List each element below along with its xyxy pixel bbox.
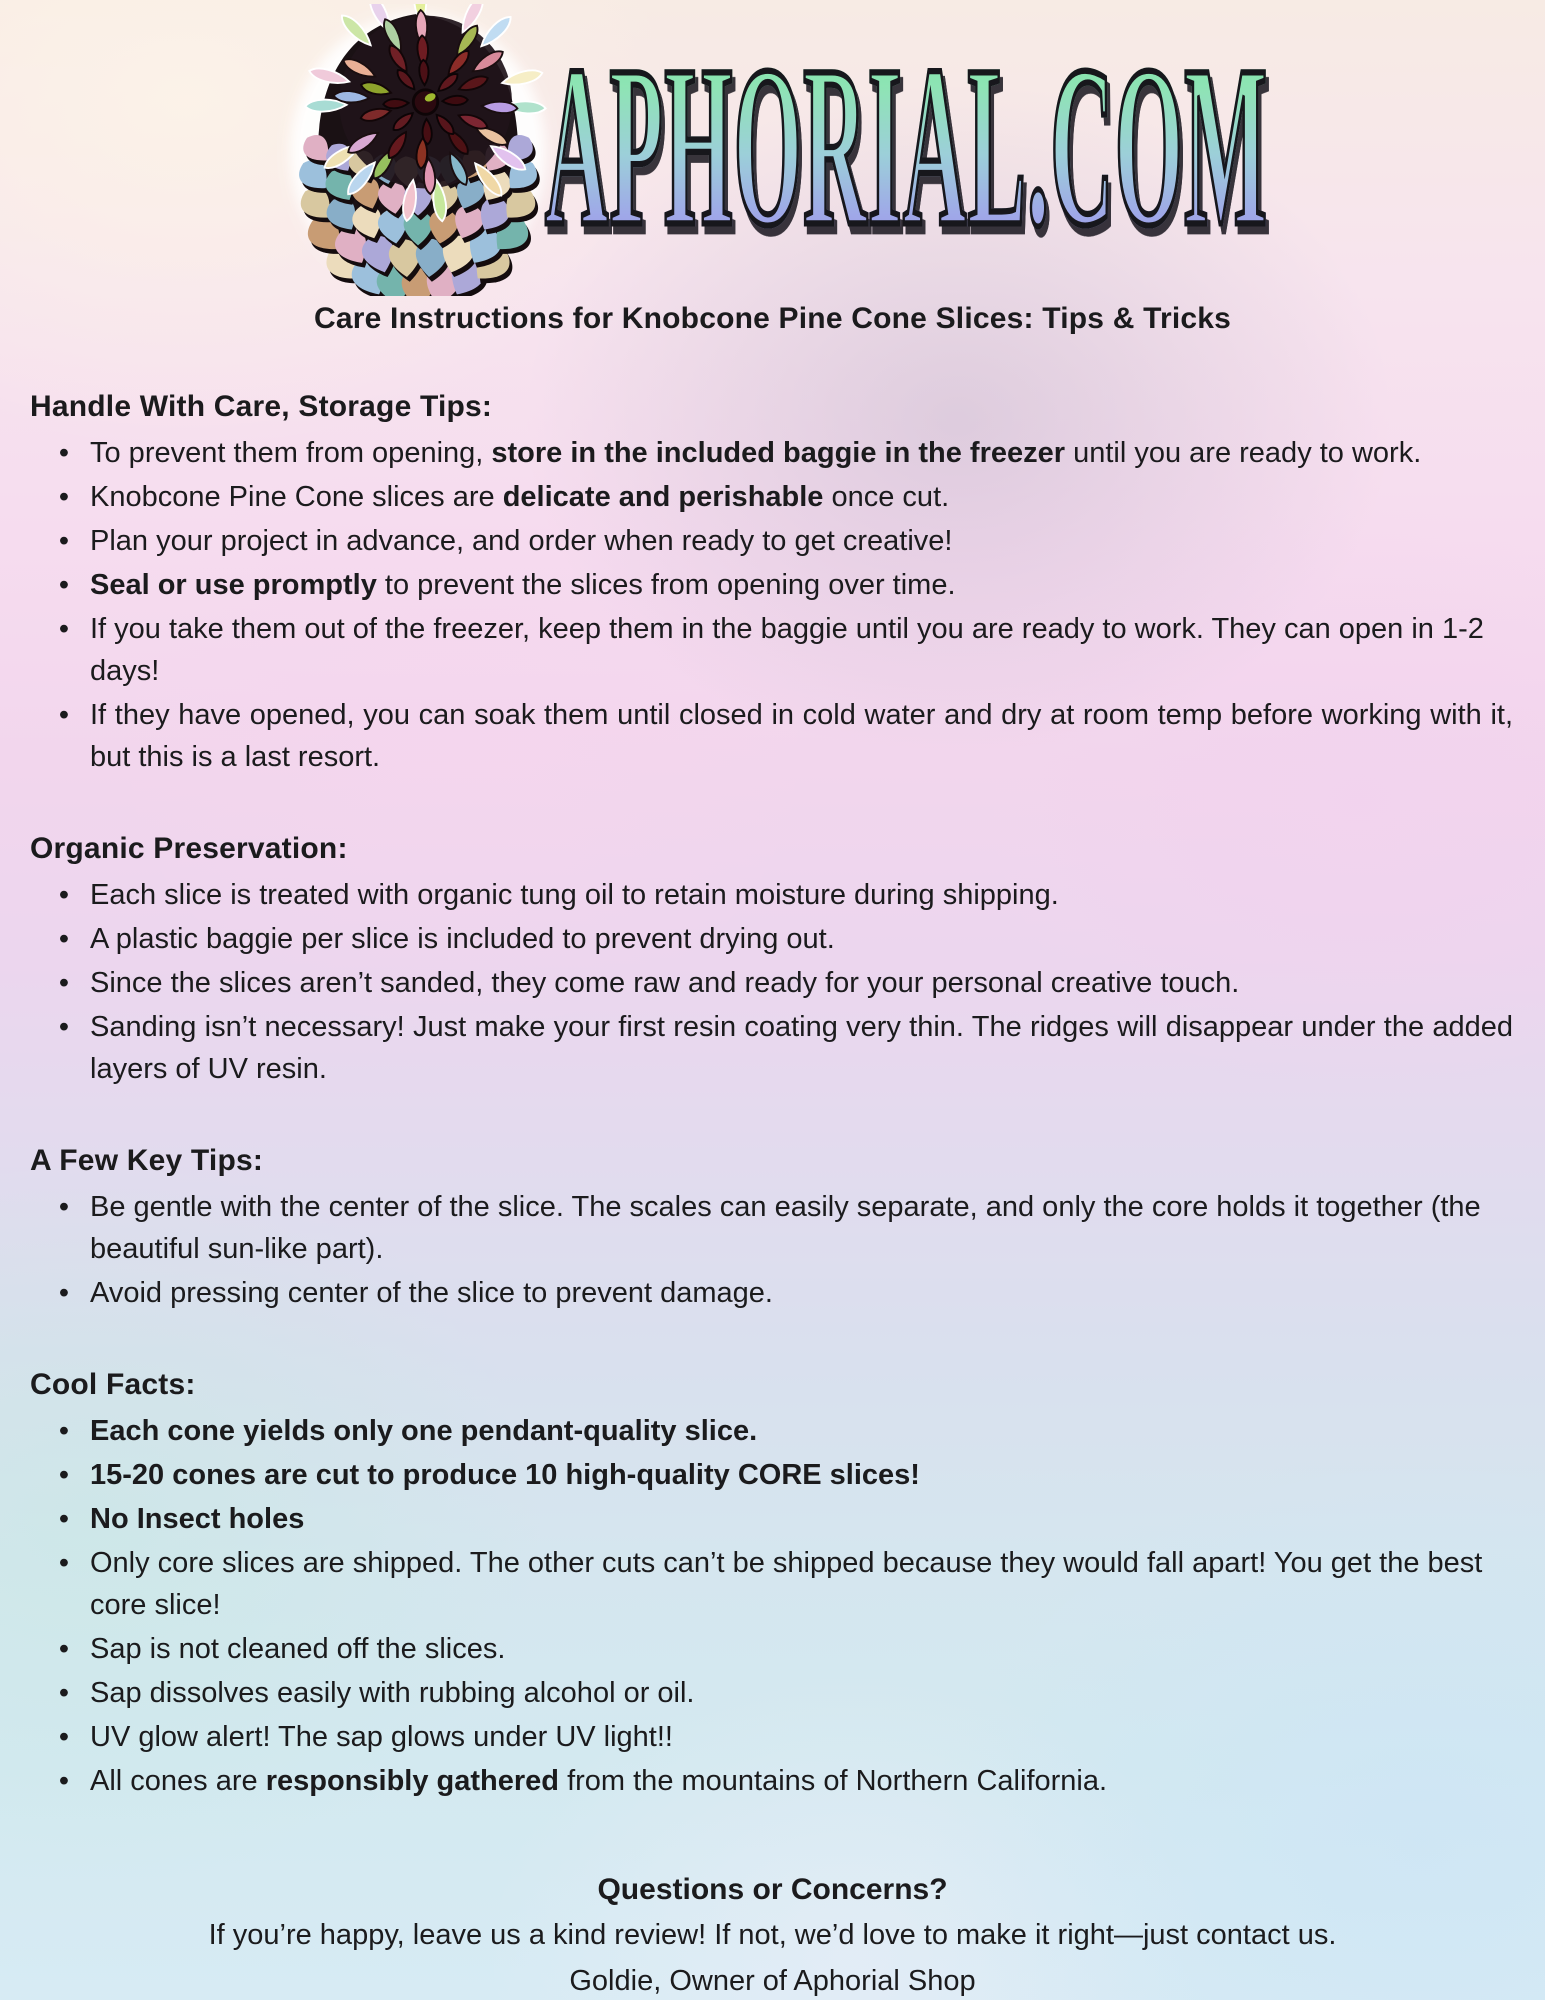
section-heading: Organic Preservation:	[30, 832, 348, 865]
bullet-text: Knobcone Pine Cone slices are delicate and perishable once cut.	[90, 481, 950, 513]
bullet-item	[30, 1006, 1513, 1090]
bullet-item	[30, 918, 1513, 960]
bullet-item	[30, 432, 1513, 474]
bullet-text: Each slice is treated with organic tung oil to retain moisture during shipping.	[90, 879, 1059, 911]
footer	[0, 1868, 1545, 2000]
bullet-icon: •	[58, 525, 70, 557]
bullet-item	[30, 694, 1513, 778]
bullet-item	[30, 520, 1513, 562]
bullet-text: 15-20 cones are cut to produce 10 high-quality CORE slices!	[90, 1459, 920, 1491]
bullet-icon: •	[58, 1677, 70, 1709]
site-name: APHORIAL.COM	[544, 21, 1269, 276]
bullet-text: Be gentle with the center of the slice. The scales can easily separate, and only the core holds it together (the beautiful sun-like part).	[90, 1191, 1481, 1265]
bullet-text: Seal or use promptly to prevent the slices from opening over time.	[90, 569, 956, 601]
bullet-text: If they have opened, you can soak them until closed in cold water and dry at room temp before working with it, but this is a last resort.	[90, 699, 1513, 773]
page-title: Care Instructions for Knobcone Pine Cone Slices: Tips & Tricks	[313, 302, 1232, 335]
bullet-item	[30, 564, 1513, 606]
bullet-icon: •	[58, 569, 70, 601]
bullet-item	[30, 1272, 1513, 1314]
bullet-icon: •	[58, 1721, 70, 1753]
bullet-icon: •	[58, 1765, 70, 1797]
section-heading: Handle With Care, Storage Tips:	[30, 390, 493, 423]
bullet-text: Sap is not cleaned off the slices.	[90, 1633, 506, 1665]
footer-signature: Goldie, Owner of Aphorial Shop	[569, 1965, 976, 1997]
bullet-icon: •	[58, 1277, 70, 1309]
bullet-text: Each cone yields only one pendant-quality slice.	[90, 1415, 758, 1447]
bullet-text: If you take them out of the freezer, keep them in the baggie until you are ready to work. They can open in 1-2 days!	[90, 613, 1484, 687]
bullet-text: Sanding isn’t necessary! Just make your first resin coating very thin. The ridges will disappear under the added layers of UV resin.	[90, 1011, 1513, 1085]
bullet-text: No Insect holes	[90, 1503, 305, 1535]
bullet-item	[30, 962, 1513, 1004]
bullet-icon: •	[58, 1633, 70, 1665]
bullet-item	[30, 874, 1513, 916]
instructions-body	[0, 390, 1545, 1802]
footer-heading: Questions or Concerns?	[597, 1873, 948, 1906]
bullet-text: Sap dissolves easily with rubbing alcohol or oil.	[90, 1677, 695, 1709]
section-heading: A Few Key Tips:	[30, 1144, 264, 1177]
section-heading: Cool Facts:	[30, 1368, 196, 1401]
footer-review-line: If you’re happy, leave us a kind review! If not, we’d love to make it right—just contact us.	[208, 1919, 1337, 1951]
bullet-item	[30, 1672, 1513, 1714]
bullet-item	[30, 1628, 1513, 1670]
bullet-text: All cones are responsibly gathered from the mountains of Northern California.	[90, 1765, 1108, 1797]
bullet-icon: •	[58, 699, 70, 731]
bullet-icon: •	[58, 613, 70, 645]
pine-cone-icon	[277, 4, 559, 296]
bullet-item	[30, 1186, 1513, 1270]
bullet-item	[30, 1760, 1513, 1802]
bullet-icon: •	[58, 879, 70, 911]
bullet-icon: •	[58, 967, 70, 999]
bullet-item	[30, 476, 1513, 518]
bullet-text: Plan your project in advance, and order when ready to get creative!	[90, 525, 953, 557]
bullet-icon: •	[58, 1459, 70, 1491]
bullet-item	[30, 1542, 1513, 1626]
bullet-icon: •	[58, 1547, 70, 1579]
bullet-text: Since the slices aren’t sanded, they come raw and ready for your personal creative touch.	[90, 967, 1240, 999]
bullet-text: Avoid pressing center of the slice to prevent damage.	[90, 1277, 773, 1309]
logo-header	[0, 0, 1545, 298]
bullet-text: To prevent them from opening, store in the included baggie in the freezer until you are ready to work.	[90, 437, 1422, 469]
bullet-text: UV glow alert! The sap glows under UV light!!	[90, 1721, 673, 1753]
bullet-item	[30, 608, 1513, 692]
bullet-text: A plastic baggie per slice is included to prevent drying out.	[90, 923, 835, 955]
bullet-item	[30, 1716, 1513, 1758]
bullet-icon: •	[58, 1011, 70, 1043]
bullet-icon: •	[58, 1503, 70, 1535]
bullet-item	[30, 1498, 1513, 1540]
bullet-icon: •	[58, 1415, 70, 1447]
bullet-item	[30, 1410, 1513, 1452]
bullet-icon: •	[58, 923, 70, 955]
bullet-item	[30, 1454, 1513, 1496]
bullet-icon: •	[58, 481, 70, 513]
bullet-icon: •	[58, 437, 70, 469]
bullet-icon: •	[58, 1191, 70, 1223]
bullet-text: Only core slices are shipped. The other cuts can’t be shipped because they would fall apart! You get the best core slice!	[90, 1547, 1483, 1621]
